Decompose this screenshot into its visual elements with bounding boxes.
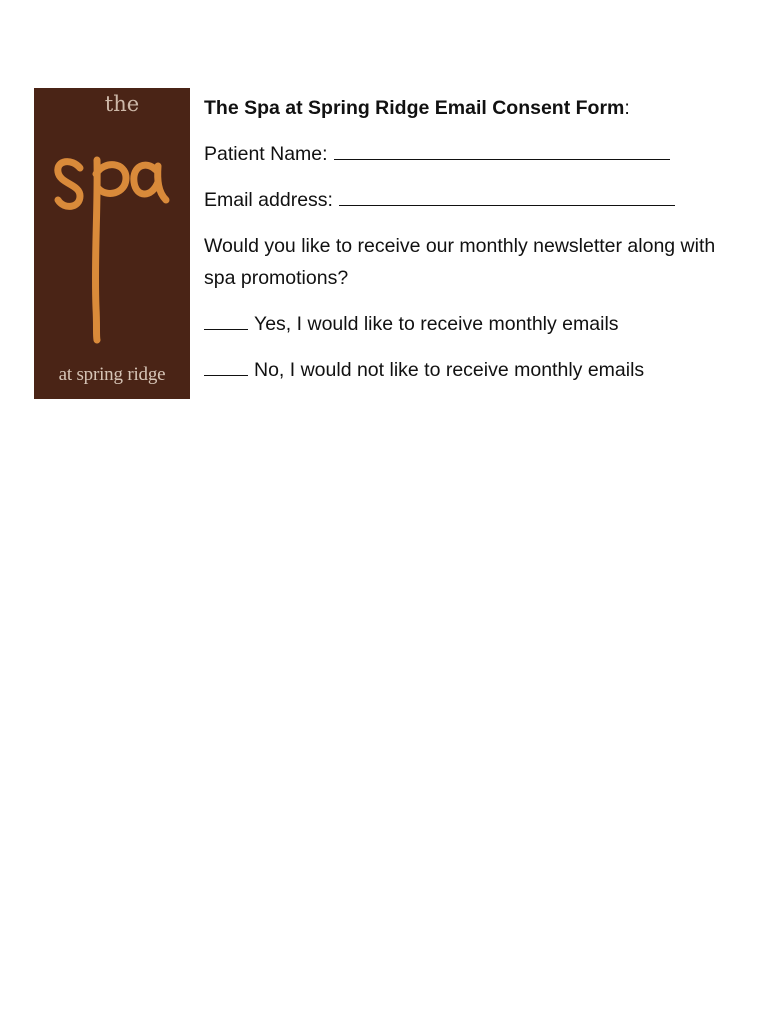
email-row (204, 184, 744, 216)
form-title-colon: : (624, 97, 630, 119)
newsletter-question: Would you like to receive our monthly newsletter along with spa promotions? (204, 235, 716, 289)
logo-tagline: at spring ridge (58, 364, 166, 385)
spa-logo (34, 88, 190, 399)
option-no-blank[interactable] (204, 355, 248, 376)
option-yes-blank[interactable] (204, 309, 248, 330)
option-no-label: No, I would not like to receive monthly emails (254, 359, 645, 381)
option-yes-label: Yes, I would like to receive monthly emails (254, 313, 619, 335)
option-yes-row (204, 308, 744, 340)
patient-name-field[interactable] (334, 139, 670, 160)
form-title-line (204, 92, 744, 124)
consent-form (204, 92, 744, 400)
logo-spa-wordmark (34, 88, 190, 399)
patient-name-row (204, 138, 744, 170)
patient-name-label: Patient Name: (204, 143, 328, 165)
form-title: The Spa at Spring Ridge Email Consent Form (204, 97, 625, 119)
email-field[interactable] (339, 185, 675, 206)
option-no-row (204, 354, 744, 386)
logo-the-text: the (104, 92, 140, 116)
email-label: Email address: (204, 189, 333, 211)
